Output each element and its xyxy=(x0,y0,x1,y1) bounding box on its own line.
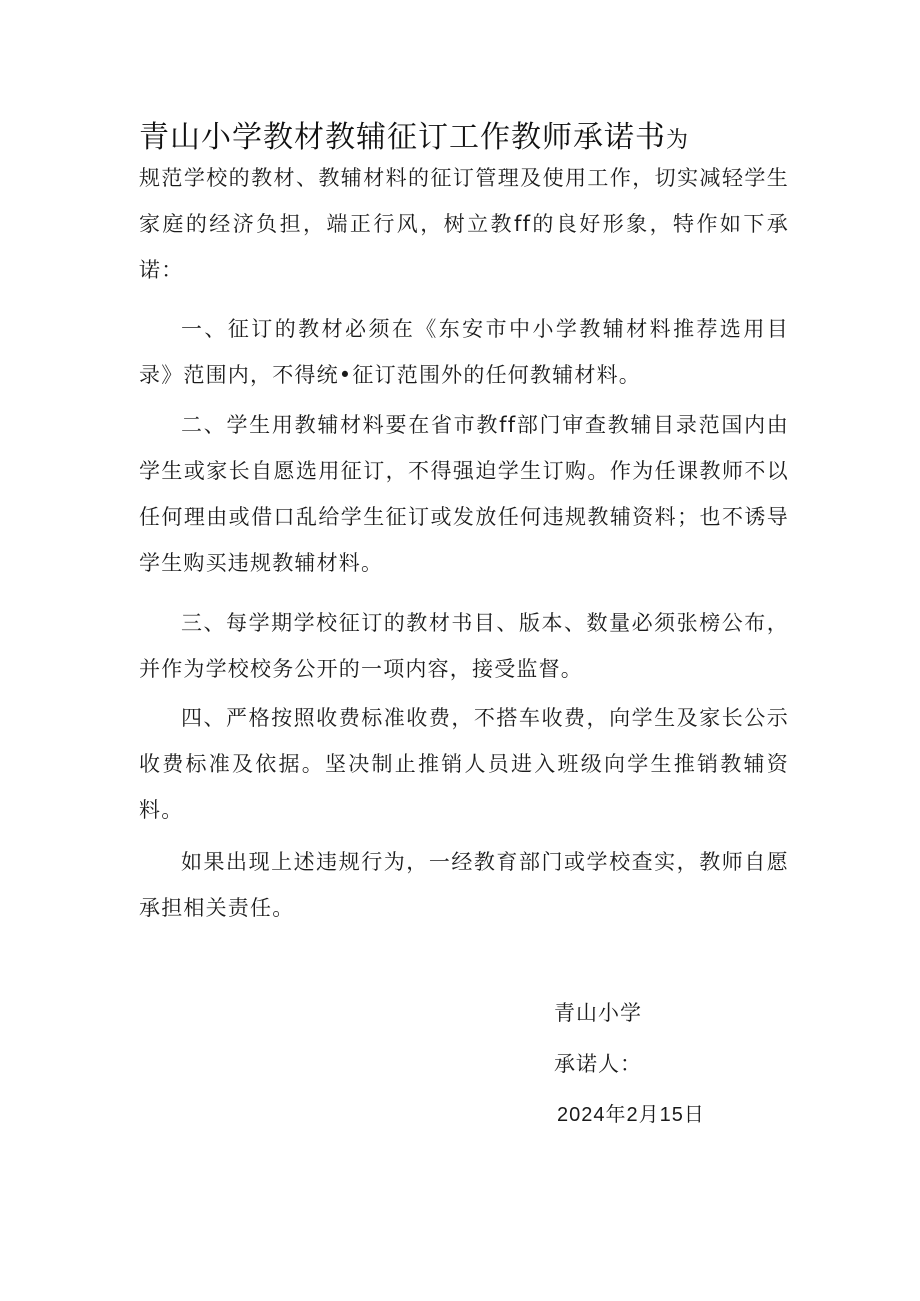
commitment-paragraph-1: 一、征订的教材必须在《东安市中小学教辅材料推荐选用目录》范围内，不得统•征订范围外的任何教辅材料。 xyxy=(139,317,789,387)
document-title: 青山小学教材教辅征订工作教师承诺书 xyxy=(139,120,666,155)
intro-paragraph: 规范学校的教材、教辅材料的征订管理及使用工作，切实减轻学生家庭的经济负担，端正行风，树立教ff的良好形象，特作如下承诺： xyxy=(139,166,789,282)
commitment-paragraph-4: 四、严格按照收费标准收费，不搭车收费，向学生及家长公示收费标准及依据。坚决制止推销人员进入班级向学生推销教辅资料。 xyxy=(139,706,789,822)
closing-paragraph: 如果出现上述违规行为，一经教育部门或学校查实，教师自愿承担相关责任。 xyxy=(139,850,789,920)
signature-promiser-label: 承诺人： xyxy=(554,1052,642,1076)
signature-date: 2024年2月15日 xyxy=(557,1104,705,1126)
commitment-paragraph-3: 三、每学期学校征订的教材书目、版本、数量必须张榜公布，并作为学校校务公开的一项内容，接受监督。 xyxy=(139,611,789,681)
intro-lead-char: 为 xyxy=(666,128,689,153)
title-line xyxy=(139,112,799,156)
commitment-paragraph-2: 二、学生用教辅材料要在省市教ff部门审查教辅目录范国内由学生或家长自愿选用征订，不得强迫学生订购。作为任课教师不以任何理由或借口乱给学生征订或发放任何违规教辅资料；也不诱导学生购买违规教辅材料。 xyxy=(139,413,789,575)
signature-school: 青山小学 xyxy=(554,1001,642,1025)
